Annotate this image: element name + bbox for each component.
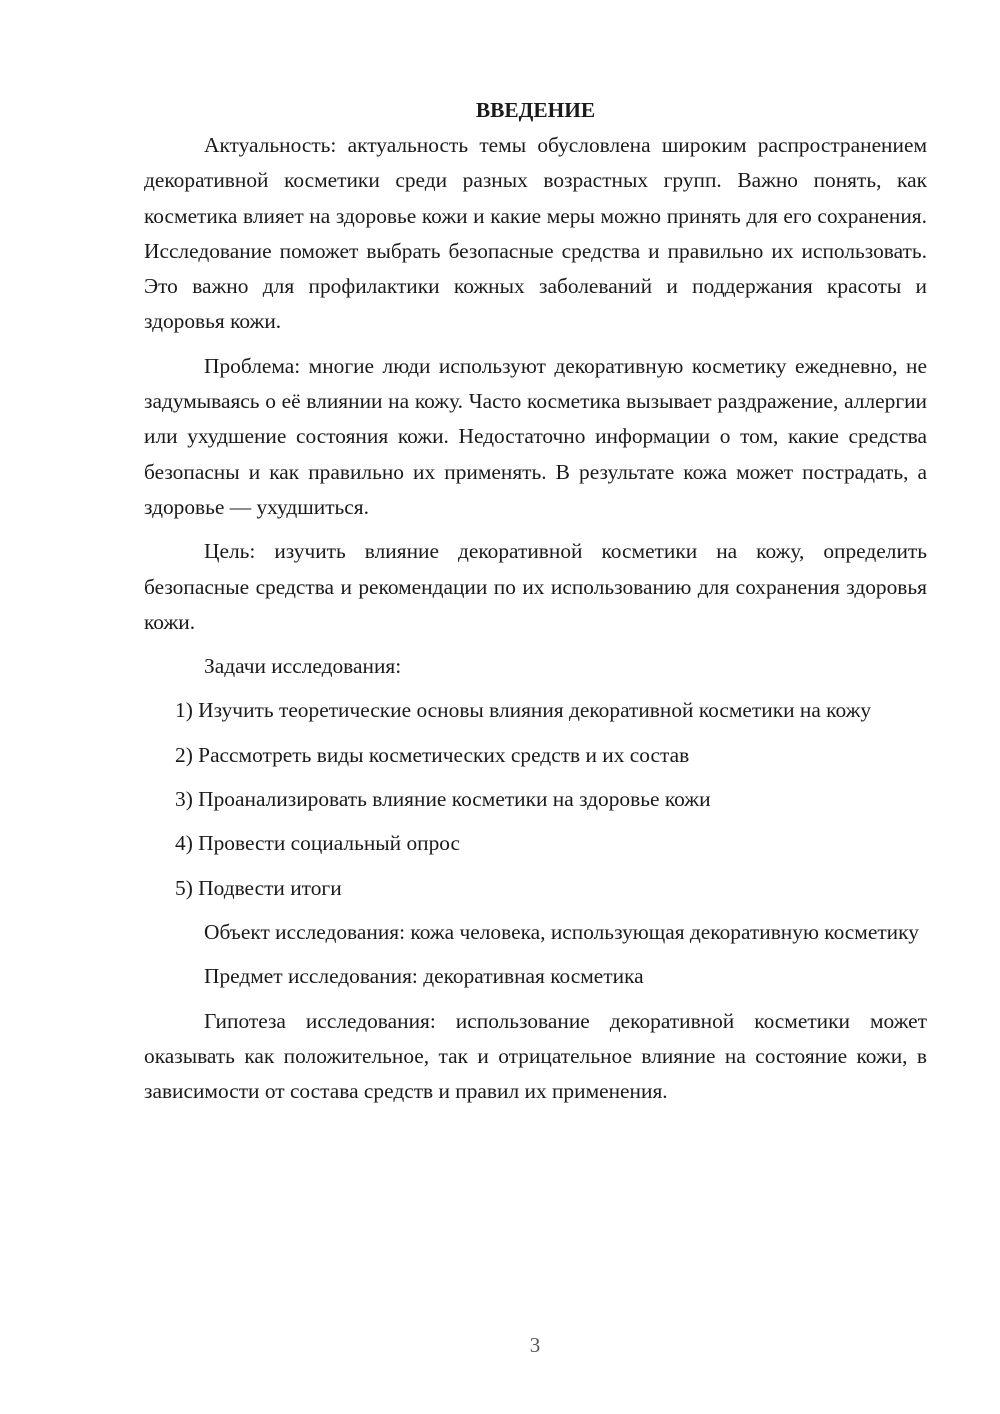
problem-paragraph: Проблема: многие люди используют декоративную косметику ежедневно, не задумываясь о её влиянии на кожу. Часто косметика вызывает раздражение, аллергии или ухудшение состояния кожи. Недостаточно информации о том, какие средства безопасны и как правильно их применять. В результате кожа может пострадать, а здоровье — ухудшиться. [144,353,927,519]
task-item: 5) Подвести итоги [175,875,342,900]
tasks-heading: Задачи исследования: [204,654,402,679]
hypothesis-paragraph: Гипотеза исследования: использование декоративной косметики может оказывать как положительное, так и отрицательное влияние на состояние кожи, в зависимости от состава средств и правил их применения. [144,1008,927,1104]
task-item: 1) Изучить теоретические основы влияния декоративной косметики на кожу [175,698,872,723]
task-item: 2) Рассмотреть виды косметических средств и их состав [175,742,690,767]
object-paragraph: Объект исследования: кожа человека, использующая декоративную косметику [204,919,919,944]
page-content [144,94,927,1118]
task-item: 3) Проанализировать влияние косметики на здоровье кожи [175,787,711,812]
goal-paragraph: Цель: изучить влияние декоративной косметики на кожу, определить безопасные средства и рекомендации по их использованию для сохранения здоровья кожи. [144,539,927,634]
relevance-paragraph: Актуальность: актуальность темы обусловлена широким распространением декоративной косметики среди разных возрастных групп. Важно понять, как косметика влияет на здоровье кожи и какие меры можно принять для его сохранения. Исследование поможет выбрать безопасные средства и правильно их использовать. Это важно для профилактики кожных заболеваний и поддержания красоты и здоровья кожи. [144,133,927,334]
page-number: 3 [529,1333,541,1357]
subject-paragraph: Предмет исследования: декоративная косметика [204,964,644,989]
task-item: 4) Провести социальный опрос [175,831,461,856]
section-title: ВВЕДЕНИЕ [475,98,596,122]
